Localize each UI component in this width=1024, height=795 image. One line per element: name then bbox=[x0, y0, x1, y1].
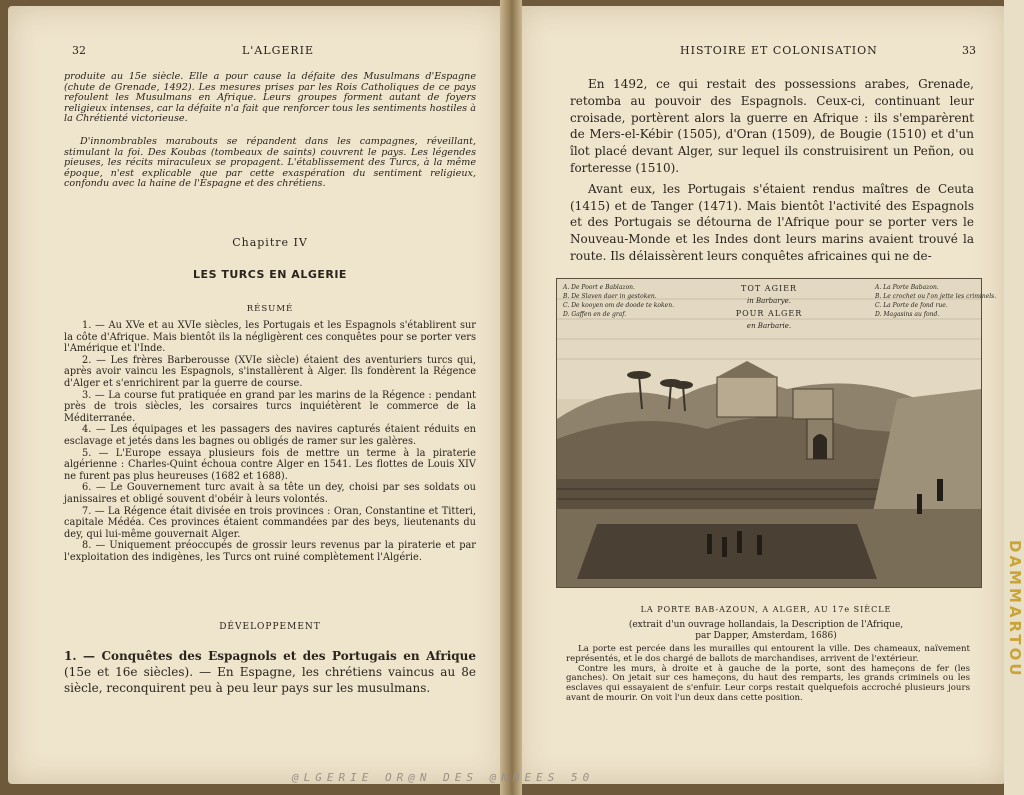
engraving-title-line: POUR ALGER bbox=[735, 309, 803, 318]
engraving-legend-right-b: B. Le crochet ou l'on jette les criminels. bbox=[875, 293, 997, 300]
engraving-title-line: TOT AGIER bbox=[741, 284, 797, 293]
engraving-legend-left-c: C. De kooyen om de doode te koken. bbox=[563, 302, 674, 309]
summary-item: 1. — Au XVe et au XVIe siècles, les Portugais et les Espagnols s'établirent sur la côte d'Afrique. Mais bientôt ils la négligèrent ces conquêtes pour se porter vers l'Amérique et l'Inde. bbox=[64, 320, 476, 355]
engraving-figure bbox=[556, 278, 997, 588]
summary-item: 2. — Les frères Barberousse (XVIe siècle) étaient des aventuriers turcs qui, après avoir vaincu les Espagnols, s'installèrent à Alger. Ils fondèrent la Régence d'Alger et s'enrichirent par la guerre de course. bbox=[64, 354, 476, 389]
left-page-number: 32 bbox=[72, 44, 86, 57]
engraving-legend-left-b: B. De Slaven daer in gestoken. bbox=[563, 293, 657, 300]
chapter-title: LES TURCS EN ALGERIE bbox=[193, 268, 347, 281]
right-text-block bbox=[570, 76, 974, 265]
engraving-legend-left-d: D. Gaffen en de graf. bbox=[563, 311, 627, 318]
left-running-header: L'ALGERIE bbox=[242, 44, 315, 57]
developpement-label: DÉVELOPPEMENT bbox=[219, 622, 321, 632]
engraving-legend-left-a: A. De Poort e Bablazon. bbox=[563, 284, 635, 291]
summary-item: 3. — La course fut pratiquée en grand par les marins de la Régence : pendant près de trois siècles, les corsaires turcs inquiétèrent le commerce de la Méditerranée. bbox=[64, 389, 476, 424]
intro-paragraph: produite au 15e siècle. Elle a pour cause la défaite des Musulmans d'Espagne (chute de Grenade, 1492). Les mesures prises par les Rois Catholiques de ce pays refoulent les Musulmans en Afrique. Leurs groupes forment autant de foyers religieux intenses, car la défaite n'a fait que renforcer tous les sentiments hostiles à la Chrétienté victorieuse. bbox=[64, 71, 476, 125]
caption-paragraph: Contre les murs, à droite et à gauche de la porte, sont des hameçons de fer (les ganches). On jetait sur ces hameçons, du haut des remparts, les grands criminels ou les esclaves qui essayaient de s'enfuir. Leur corps restait quelquefois accroché plusieurs jours avant de mourir. On voit l'un deux dans cette position. bbox=[566, 663, 970, 703]
right-running-header: HISTOIRE ET COLONISATION bbox=[680, 44, 878, 57]
summary-item: 4. — Les équipages et les passagers des navires capturés étaient réduits en esclavage et jetés dans les bagnes ou obligés de ramer sur les galères. bbox=[64, 424, 476, 447]
spine-label: DAMMARTOU bbox=[1006, 540, 1024, 679]
intro-paragraph: D'innombrables marabouts se répandent dans les campagnes, réveillant, stimulant la foi. Des Koubas (tombeaux de saints) couvrent le pays. Les légendes pieuses, les récits miraculeux se propagent. L'établissement des Turcs, à la même époque, n'est explicable que par cette exaspération du sentiment religieux, confondu avec la haine de l'Espagne et des chrétiens. bbox=[64, 136, 476, 190]
engraving-legend-right-c: C. La Porte de fond rue. bbox=[875, 302, 948, 309]
watermark: @LGERIE OR@N DES @NNEES 50 bbox=[292, 771, 595, 784]
summary-item: 6. — Le Gouvernement turc avait à sa tête un dey, choisi par ses soldats ou janissaires et obligé souvent d'obéir à leurs volontés. bbox=[64, 482, 476, 505]
figure-caption-body bbox=[566, 645, 970, 704]
engraving-illustration bbox=[557, 279, 997, 587]
body-paragraph: En 1492, ce qui restait des possessions arabes, Grenade, retomba au pouvoir des Espagnols. Ceux-ci, continuant leur croisade, portèrent alors la guerre en Afrique : ils s'emparèrent de Mers-el-Kébir (1505), d'Oran (1509), de Bougie (1510) et d'un îlot placé devant Alger, sur lequel ils construisirent un Peñon, ou forteresse (1510). bbox=[570, 77, 974, 175]
summary-item: 8. — Uniquement préoccupés de grossir leurs revenus par la piraterie et par l'exploitation des indigènes, les Turcs ont ruiné complètement l'Algérie. bbox=[64, 540, 476, 563]
chapter-number: Chapitre IV bbox=[232, 236, 308, 249]
book-gutter bbox=[500, 0, 522, 795]
body-paragraph: Avant eux, les Portugais s'étaient rendus maîtres de Ceuta (1415) et de Tanger (1471). Mais bientôt l'activité des Espagnols et des Portugais se détourna de l'Afrique pour se porter vers le Nouveau-Monde et les Indes dont leurs marins avaient trouvé la route. Ils délaissèrent leurs conquêtes africaines qui ne de- bbox=[570, 181, 974, 263]
caption-paragraph: La porte est percée dans les murailles qui entourent la ville. Des chameaux, naïvement représentés, et le dos chargé de ballots de marchandises, arrivent de l'extérieur. bbox=[566, 644, 970, 664]
summary-list bbox=[64, 320, 476, 563]
resume-label: RÉSUMÉ bbox=[246, 304, 294, 314]
engraving-title-line: en Barbarie. bbox=[746, 322, 792, 330]
section-body bbox=[64, 648, 476, 696]
engraving-legend-right-d: D. Magasins au fond. bbox=[875, 311, 940, 318]
figure-caption-title: LA PORTE BAB-AZOUN, A ALGER, AU 17e SIÈCLE bbox=[640, 605, 892, 614]
right-page-number: 33 bbox=[962, 44, 976, 57]
summary-item: 7. — La Régence était divisée en trois provinces : Oran, Constantine et Titteri, capitale Médéa. Ces provinces étaient commandées par des beys, lieutenants du dey, qui lui-même gouvernait Alger. bbox=[64, 505, 476, 540]
figure-caption-source bbox=[570, 620, 962, 641]
figure-caption-source-line: (extrait d'un ouvrage hollandais, la Description de l'Afrique, bbox=[628, 620, 904, 630]
engraving-legend-right-a: A. La Porte Babazon. bbox=[875, 284, 939, 291]
figure-caption-source-line: par Dapper, Amsterdam, 1686) bbox=[695, 630, 837, 641]
section-text: (15e et 16e siècles). — En Espagne, les chrétiens vaincus au 8e siècle, reconquirent peu à peu leur pays sur les musulmans. bbox=[64, 665, 476, 695]
section-heading: 1. — Conquêtes des Espagnols et des Portugais en Afrique bbox=[64, 649, 476, 663]
summary-item: 5. — L'Europe essaya plusieurs fois de mettre un terme à la piraterie algérienne : Charles-Quint échoua contre Alger en 1541. Les flottes de Louis XIV ne furent pas plus heureuses (1682 et 1688). bbox=[64, 447, 476, 482]
engraving-title-line: in Barbarye. bbox=[747, 297, 791, 305]
